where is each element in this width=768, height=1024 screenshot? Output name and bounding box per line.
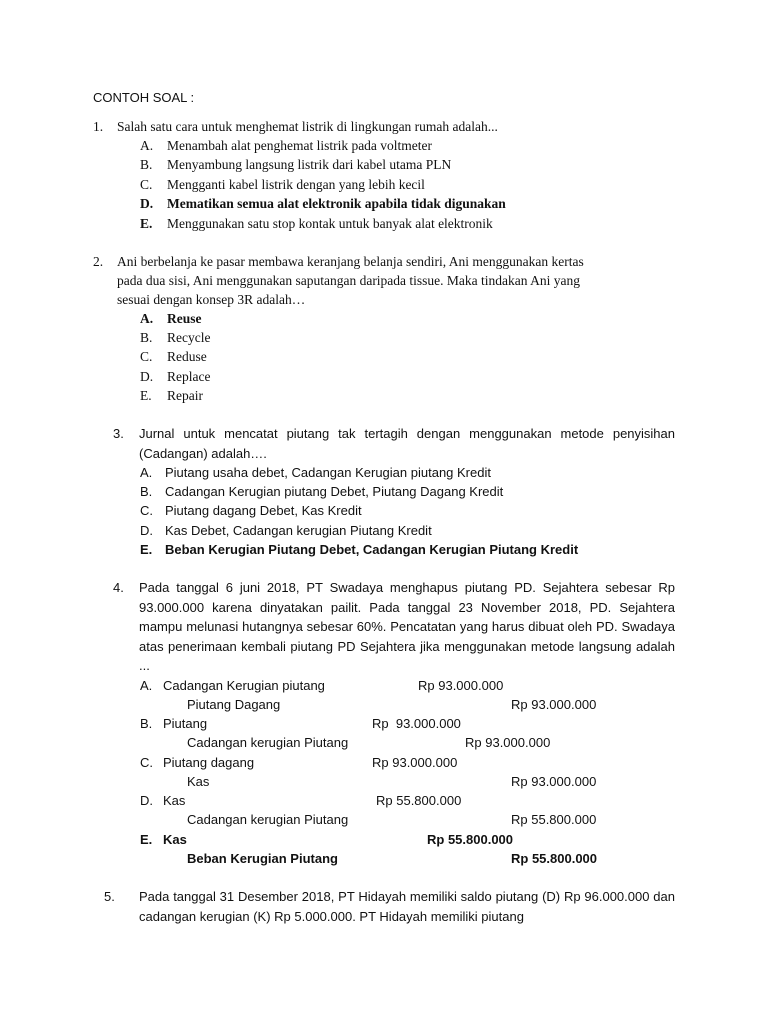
q1-option-text: Mengganti kabel listrik dengan yang lebih kecil — [167, 177, 425, 192]
q3-text: Jurnal untuk mencatat piutang tak tertagih dengan menggunakan metode penyisihan (Cadangan) adalah…. — [139, 426, 675, 461]
q4-credit-account-correct: Beban Kerugian Piutang — [187, 851, 338, 866]
q5-text: Pada tanggal 31 Desember 2018, PT Hidayah memiliki saldo piutang (D) Rp 96.000.000 dan cadangan kerugian (K) Rp 5.000.000. PT Hidayah memiliki piutang — [139, 889, 675, 924]
q4-credit-account: Cadangan kerugian Piutang — [187, 735, 349, 750]
q2-option-text: Reduse — [167, 349, 207, 364]
q4-text: Pada tanggal 6 juni 2018, PT Swadaya menghapus piutang PD. Sejahtera sebesar Rp 93.000.000 karena dinyatakan pailit. Pada tanggal 23 November 2018, PD. Sejahtera mampu melunasi hutangnya sebesar 60%. Pencatatan yang harus dibuat oleh PD. Swadaya atas penerimaan kembali piutang PD Sejahtera jika menggunakan metode langsung adalah ... — [139, 580, 675, 673]
q3-option-letter: C. — [140, 503, 153, 518]
q1-text: Salah satu cara untuk menghemat listrik di lingkungan rumah adalah... — [117, 119, 498, 134]
page-heading: CONTOH SOAL : — [93, 90, 195, 105]
q4-debit-amount: Rp 93.000.000 — [418, 678, 504, 693]
q2-option-text-correct: Reuse — [167, 311, 202, 326]
q4-credit-amount: Rp 93.000.000 — [465, 735, 551, 750]
q1-option-text: Menggunakan satu stop kontak untuk banyak alat elektronik — [167, 216, 493, 231]
q4-option-letter: B. — [140, 716, 153, 731]
q4-debit-amount: Rp 93.000.000 — [372, 755, 458, 770]
q1-option-text: Menambah alat penghemat listrik pada voltmeter — [167, 138, 433, 153]
q3-option-letter: D. — [140, 523, 153, 538]
q2-text-line: Ani berbelanja ke pasar membawa keranjang belanja sendiri, Ani menggunakan kertas — [117, 254, 584, 269]
q4-credit-amount: Rp 93.000.000 — [511, 697, 597, 712]
q4-option-letter-correct: E. — [140, 832, 153, 847]
q2-text-line: pada dua sisi, Ani menggunakan saputangan daripada tissue. Maka tindakan Ani yang — [117, 273, 581, 288]
q3-option-letter: A. — [140, 465, 153, 480]
q1-option-letter: C. — [140, 177, 153, 192]
q3-option-text: Kas Debet, Cadangan kerugian Piutang Kredit — [165, 523, 432, 538]
q2-option-letter: E. — [140, 388, 152, 403]
q4-credit-account: Cadangan kerugian Piutang — [187, 812, 349, 827]
q2-option-text: Replace — [167, 369, 211, 384]
q2-option-text: Recycle — [167, 330, 211, 345]
q1-number: 1. — [93, 119, 104, 134]
q2-option-letter: C. — [140, 349, 153, 364]
q4-option-letter: A. — [140, 678, 153, 693]
q4-debit-account-correct: Kas — [163, 832, 187, 847]
q4-debit-amount-correct: Rp 55.800.000 — [427, 832, 514, 847]
q2-option-letter-correct: A. — [140, 311, 154, 326]
q3-option-text-correct: Beban Kerugian Piutang Debet, Cadangan Kerugian Piutang Kredit — [165, 542, 579, 557]
q3-option-text: Piutang dagang Debet, Kas Kredit — [165, 503, 362, 518]
q4-debit-account: Piutang — [163, 716, 208, 731]
q4-option-letter: C. — [140, 755, 153, 770]
q4-debit-account: Cadangan Kerugian piutang — [163, 678, 325, 693]
q4-debit-account: Piutang dagang — [163, 755, 255, 770]
q3-number: 3. — [113, 426, 124, 441]
q1-option-letter: E. — [140, 216, 153, 231]
q1-option-text-correct: Mematikan semua alat elektronik apabila tidak digunakan — [167, 196, 506, 211]
q3-option-letter: B. — [140, 484, 153, 499]
q3-option-text: Cadangan Kerugian piutang Debet, Piutang Dagang Kredit — [165, 484, 504, 499]
q3-option-text: Piutang usaha debet, Cadangan Kerugian piutang Kredit — [165, 465, 491, 480]
q2-text-line: sesuai dengan konsep 3R adalah… — [117, 292, 306, 307]
q4-debit-amount: Rp 93.000.000 — [372, 716, 461, 731]
q1-option-letter: B. — [140, 157, 153, 172]
q2-option-letter: B. — [140, 330, 153, 345]
q2-option-letter: D. — [140, 369, 154, 384]
q1-option-letter-correct: D. — [140, 196, 154, 211]
q4-option-letter: D. — [140, 793, 153, 808]
q2-number: 2. — [93, 254, 104, 269]
q4-credit-account: Kas — [187, 774, 210, 789]
q1-option-letter: A. — [140, 138, 154, 153]
q4-debit-amount: Rp 55.800.000 — [376, 793, 462, 808]
q5-number: 5. — [104, 889, 115, 904]
q4-credit-account: Piutang Dagang — [187, 697, 281, 712]
q4-credit-amount: Rp 93.000.000 — [511, 774, 597, 789]
q2-option-text: Repair — [167, 388, 203, 403]
q4-credit-amount-correct: Rp 55.800.000 — [511, 851, 598, 866]
q1-option-text: Menyambung langsung listrik dari kabel utama PLN — [167, 157, 452, 172]
q4-number: 4. — [113, 580, 124, 595]
q3-option-letter-correct: E. — [140, 542, 153, 557]
q4-credit-amount: Rp 55.800.000 — [511, 812, 597, 827]
q4-debit-account: Kas — [163, 793, 186, 808]
